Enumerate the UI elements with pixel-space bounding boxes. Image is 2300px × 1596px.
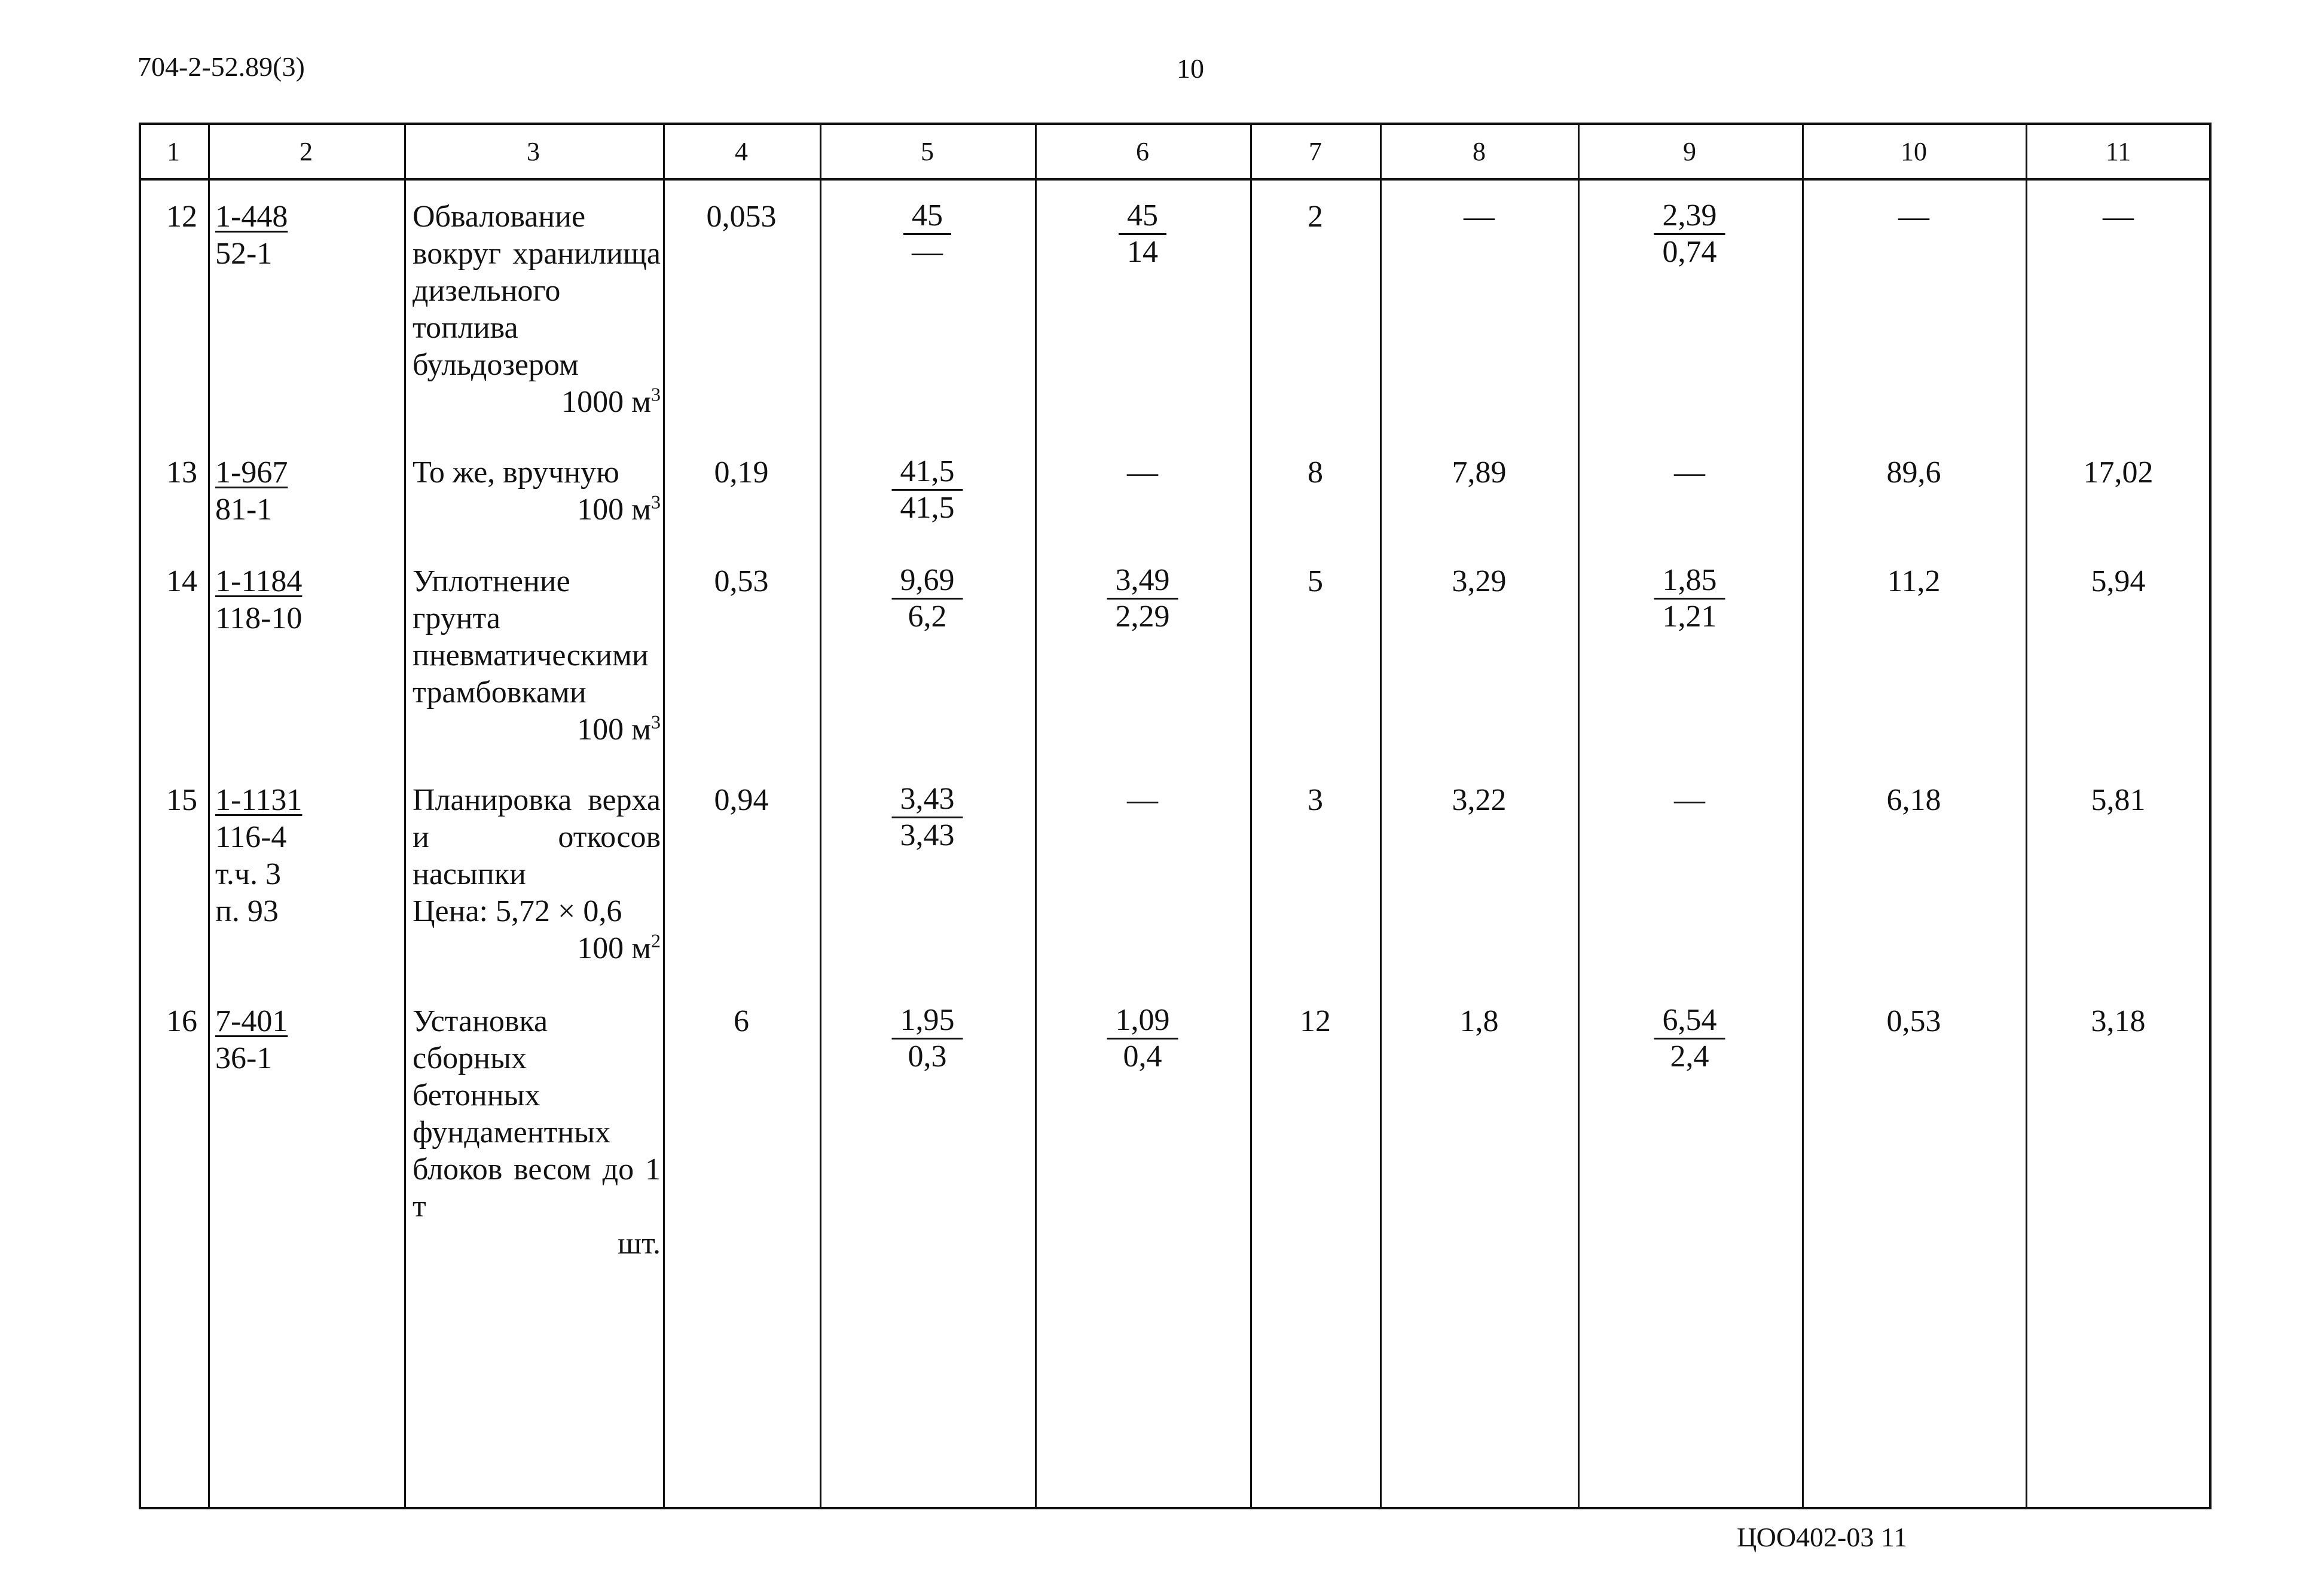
column-header-10: 10 bbox=[1901, 137, 1927, 166]
cost-fraction-c9-numerator: 6,54 bbox=[1654, 1003, 1725, 1039]
page-number: 10 bbox=[1177, 53, 1204, 84]
cost-fraction-c6-numerator: 45 bbox=[1119, 198, 1166, 235]
quantity-value: 0,19 bbox=[714, 455, 769, 490]
quantity-value: 0,053 bbox=[706, 200, 777, 234]
norm-code-line: т.ч. 3 bbox=[215, 857, 281, 891]
cost-fraction-c5-denominator: 6,2 bbox=[908, 600, 947, 634]
description-text: То же, вручную bbox=[413, 455, 619, 490]
cost-fraction-c6-numerator: 1,09 bbox=[1107, 1003, 1178, 1039]
column-divider bbox=[2026, 123, 2027, 1509]
unit-of-measure bbox=[413, 930, 661, 967]
work-description bbox=[413, 454, 661, 528]
work-description bbox=[413, 198, 661, 421]
document-code: 704-2-52.89(3) bbox=[138, 51, 305, 82]
cost-fraction-c6-denominator: 0,4 bbox=[1123, 1039, 1162, 1074]
norm-code-top: 1-967 bbox=[215, 455, 288, 490]
cost-value-c9: — bbox=[1674, 455, 1705, 490]
value-c10: 89,6 bbox=[1886, 455, 1941, 490]
cost-fraction-c5-numerator: 1,95 bbox=[892, 1003, 963, 1039]
column-header-2: 2 bbox=[300, 137, 313, 166]
value-c7: 8 bbox=[1308, 455, 1323, 490]
column-divider bbox=[1802, 123, 1804, 1509]
value-c7: 2 bbox=[1308, 200, 1323, 234]
column-divider bbox=[1380, 123, 1382, 1509]
description-text: Установка сборных бетонных фундаментных блоков весом до 1 т bbox=[413, 1004, 661, 1224]
row-number: 15 bbox=[166, 783, 197, 817]
norm-code-line: 81-1 bbox=[215, 493, 273, 527]
column-header-1: 1 bbox=[167, 137, 180, 166]
cost-fraction-c5 bbox=[892, 782, 963, 853]
norm-code-line: 118-10 bbox=[215, 601, 303, 635]
norm-code bbox=[215, 1003, 288, 1077]
cost-fraction-c6-numerator: 3,49 bbox=[1107, 563, 1178, 600]
value-c11: 17,02 bbox=[2083, 455, 2154, 490]
unit-text: 100 м bbox=[577, 713, 651, 747]
value-c11: — bbox=[2103, 200, 2134, 234]
unit-of-measure bbox=[413, 384, 661, 421]
cost-fraction-c6-denominator: 2,29 bbox=[1115, 600, 1170, 634]
cost-fraction-c6 bbox=[1107, 563, 1178, 634]
cost-fraction-c6 bbox=[1119, 198, 1166, 270]
norm-code bbox=[215, 454, 288, 528]
value-c11: 3,18 bbox=[2091, 1004, 2146, 1038]
unit-of-measure bbox=[413, 1225, 661, 1262]
work-description bbox=[413, 1003, 661, 1262]
quantity-value: 0,53 bbox=[714, 564, 769, 598]
unit-text: шт. bbox=[618, 1227, 661, 1261]
work-description bbox=[413, 563, 661, 748]
cost-fraction-c5-denominator: 41,5 bbox=[900, 491, 955, 525]
column-header-7: 7 bbox=[1309, 137, 1322, 166]
work-description bbox=[413, 782, 661, 967]
column-divider bbox=[1578, 123, 1580, 1509]
description-text: Уплотнение грунта пневматическими трамбовками bbox=[413, 564, 649, 710]
footer-code: ЦОО402-03 11 bbox=[1737, 1522, 1908, 1552]
cost-fraction-c9-denominator: 0,74 bbox=[1662, 235, 1717, 269]
unit-text: 1000 м bbox=[561, 385, 651, 419]
value-c10: 0,53 bbox=[1886, 1004, 1941, 1038]
unit-exponent: 3 bbox=[651, 491, 661, 513]
value-c11: 5,94 bbox=[2091, 564, 2146, 598]
value-c8: 7,89 bbox=[1452, 455, 1507, 490]
norm-code-top: 1-448 bbox=[215, 200, 288, 234]
row-number: 12 bbox=[166, 200, 197, 234]
cost-fraction-c5-numerator: 41,5 bbox=[892, 454, 963, 491]
cost-fraction-c5-numerator: 3,43 bbox=[892, 782, 963, 818]
quantity-value: 0,94 bbox=[714, 783, 769, 817]
column-header-4: 4 bbox=[735, 137, 748, 166]
cost-fraction-c9 bbox=[1654, 198, 1725, 270]
cost-fraction-c5 bbox=[892, 454, 963, 525]
norm-code-top: 1-1184 bbox=[215, 564, 303, 598]
cost-fraction-c5 bbox=[892, 563, 963, 634]
cost-fraction-c9-denominator: 2,4 bbox=[1670, 1039, 1709, 1074]
norm-code bbox=[215, 782, 302, 930]
norm-code bbox=[215, 563, 302, 637]
cost-fraction-c6 bbox=[1107, 1003, 1178, 1074]
cost-value-c6: — bbox=[1127, 783, 1158, 817]
cost-fraction-c9-numerator: 1,85 bbox=[1654, 563, 1725, 600]
norm-code-line: 36-1 bbox=[215, 1041, 273, 1075]
unit-exponent: 3 bbox=[651, 383, 661, 405]
norm-code-line: 52-1 bbox=[215, 237, 273, 271]
unit-of-measure bbox=[413, 491, 661, 528]
column-header-11: 11 bbox=[2105, 137, 2131, 166]
cost-fraction-c5-numerator: 45 bbox=[903, 198, 951, 235]
value-c8: — bbox=[1464, 200, 1495, 234]
header-divider bbox=[139, 178, 2212, 181]
column-divider bbox=[1035, 123, 1037, 1509]
cost-fraction-c9 bbox=[1654, 1003, 1725, 1074]
value-c8: 1,8 bbox=[1459, 1004, 1499, 1038]
cost-fraction-c9-denominator: 1,21 bbox=[1662, 600, 1717, 634]
cost-fraction-c5-numerator: 9,69 bbox=[892, 563, 963, 600]
value-c7: 5 bbox=[1308, 564, 1323, 598]
unit-exponent: 2 bbox=[651, 930, 661, 952]
norm-code-line: 116-4 bbox=[215, 820, 287, 854]
cost-value-c6: — bbox=[1127, 455, 1158, 490]
value-c11: 5,81 bbox=[2091, 783, 2146, 817]
description-text: Обвалование вокруг хранилища дизельного топлива бульдозером bbox=[413, 200, 661, 382]
value-c8: 3,22 bbox=[1452, 783, 1507, 817]
cost-fraction-c5-denominator: 3,43 bbox=[900, 818, 955, 852]
column-divider bbox=[1250, 123, 1252, 1509]
norm-code-top: 7-401 bbox=[215, 1004, 288, 1038]
value-c10: 11,2 bbox=[1887, 564, 1941, 598]
cost-fraction-c5 bbox=[892, 1003, 963, 1074]
norm-code-top: 1-1131 bbox=[215, 783, 303, 817]
unit-exponent: 3 bbox=[651, 711, 661, 733]
column-divider bbox=[208, 123, 210, 1509]
cost-fraction-c6-denominator: 14 bbox=[1127, 235, 1158, 269]
norm-code-line: п. 93 bbox=[215, 894, 279, 928]
value-c10: — bbox=[1898, 200, 1929, 234]
column-header-6: 6 bbox=[1136, 137, 1149, 166]
cost-fraction-c5-denominator: 0,3 bbox=[908, 1039, 947, 1074]
description-text: Цена: 5,72 × 0,6 bbox=[413, 894, 622, 928]
row-number: 14 bbox=[166, 564, 197, 598]
unit-text: 100 м bbox=[577, 931, 651, 965]
cost-value-c9: — bbox=[1674, 783, 1705, 817]
column-header-9: 9 bbox=[1683, 137, 1696, 166]
quantity-value: 6 bbox=[734, 1004, 749, 1038]
cost-fraction-c9-numerator: 2,39 bbox=[1654, 198, 1725, 235]
description-text: Планировка верха и откосов насыпки bbox=[413, 783, 661, 891]
value-c7: 3 bbox=[1308, 783, 1323, 817]
cost-fraction-c5 bbox=[903, 198, 951, 270]
cost-fraction-c5-denominator: — bbox=[912, 235, 943, 269]
norm-code bbox=[215, 198, 288, 273]
cost-fraction-c9 bbox=[1654, 563, 1725, 634]
value-c8: 3,29 bbox=[1452, 564, 1507, 598]
column-divider bbox=[404, 123, 406, 1509]
unit-of-measure bbox=[413, 711, 661, 748]
unit-text: 100 м bbox=[577, 493, 651, 527]
column-divider bbox=[820, 123, 821, 1509]
column-divider bbox=[663, 123, 665, 1509]
column-header-8: 8 bbox=[1473, 137, 1486, 166]
row-number: 13 bbox=[166, 455, 197, 490]
value-c7: 12 bbox=[1300, 1004, 1331, 1038]
value-c10: 6,18 bbox=[1886, 783, 1941, 817]
column-header-5: 5 bbox=[921, 137, 934, 166]
column-header-3: 3 bbox=[527, 137, 540, 166]
row-number: 16 bbox=[166, 1004, 197, 1038]
